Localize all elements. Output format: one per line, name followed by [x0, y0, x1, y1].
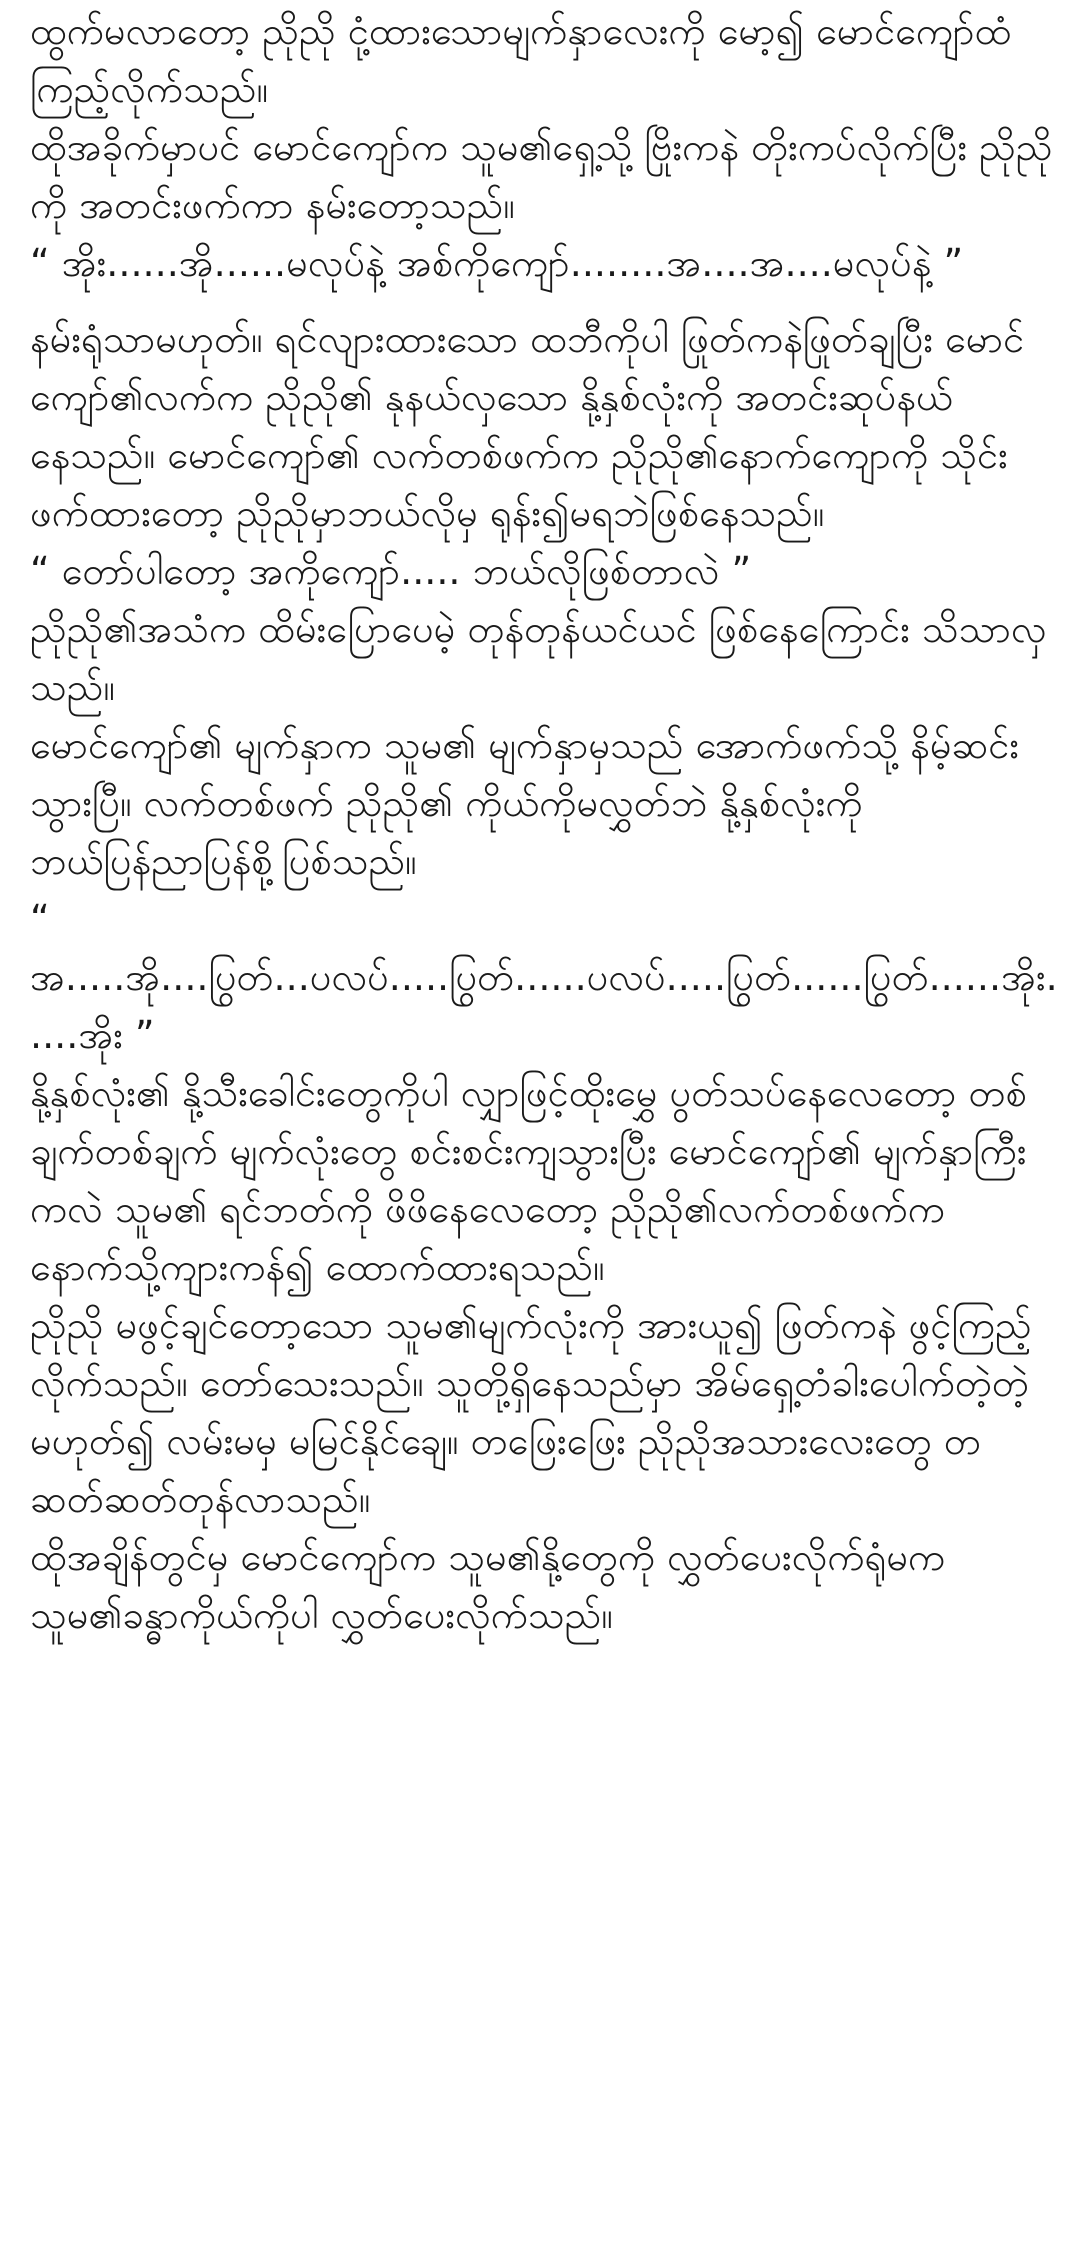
story-paragraph-11: ထိုအချိန်တွင်မှ မောင်ကျော်က သူမ၏နို့တွေကို လွှတ်ပေးလိုက်ရုံမက သူမ၏ခန္ဓာကိုယ်ကိုပါ လွှတ်ပေးလိုက်သည်။ [30, 1535, 946, 1637]
story-paragraph-4: နမ်းရုံသာမဟုတ်။ ရင်လျားထားသော ထဘီကိုပါ ဖြုတ်ကနဲဖြုတ်ချပြီး မောင်ကျော်၏လက်က ညိုညို၏ နုနယ်လှသော နို့နှစ်လုံးကို အတင်းဆုပ်နယ်နေသည်။ မောင်ကျော်၏ လက်တစ်ဖက်က ညိုညို၏နောက်ကျောကို သိုင်းဖက်ထားတော့ ညိုညိုမှာဘယ်လိုမှ ရုန်း၍မရဘဲဖြစ်နေသည်။ [30, 317, 1025, 535]
story-paragraph-7: မောင်ကျော်၏ မျက်နှာက သူမ၏ မျက်နှာမှသည် အောက်ဖက်သို့ နိမ့်ဆင်းသွားပြီ။ လက်တစ်ဖက် ညိုညို၏ ကိုယ်ကိုမလွှတ်ဘဲ နို့နှစ်လုံးကို ဘယ်ပြန်ညာပြန်စို့ပြစ်သည်။ [30, 723, 1020, 883]
story-paragraph-3: “ အိုး......အို......မလုပ်နဲ့ အစ်ကိုကျော်........အ....အ....မလုပ်နဲ့ ” [30, 241, 964, 285]
story-paragraph-5: “ တော်ပါတော့ အကိုကျော်..... ဘယ်လိုဖြစ်တာလဲ ” [30, 549, 752, 593]
story-paragraph-2: ထိုအခိုက်မှာပင် မောင်ကျော်က သူမ၏ရှေ့သို့ ဗြိုးကနဲ တိုးကပ်လိုက်ပြီး ညိုညိုကို အတင်းဖက်ကာ နမ်းတော့သည်။ [30, 125, 1053, 227]
story-paragraph-6: ညိုညို၏အသံက ထိမ်းပြောပေမဲ့ တုန်တုန်ယင်ယင် ဖြစ်နေကြောင်း သိသာလှသည်။ [30, 607, 1047, 709]
story-paragraph-9: နို့နှစ်လုံး၏ နို့သီးခေါင်းတွေကိုပါ လျှာဖြင့်ထိုးမွှေ ပွတ်သပ်နေလေတော့ တစ်ချက်တစ်ချက် မျက်လုံးတွေ စင်းစင်းကျသွားပြီး မောင်ကျော်၏ မျက်နှာကြီးကလဲ သူမ၏ ရင်ဘတ်ကို ဖိဖိနေလေတော့ ညိုညို၏လက်တစ်ဖက်က နောက်သို့ကျားကန်၍ ထောက်ထားရသည်။ [30, 1071, 1027, 1289]
story-paragraph-8: “ အ.....အို....ပြွတ်...ပလပ်.....ပြွတ်......ပလပ်.....ပြွတ်......ပြွတ်......အိုး.....အိုး ” [30, 897, 1058, 1057]
story-text [30, 0, 1058, 1644]
story-paragraph-10: ညိုညို မဖွင့်ချင်တော့သော သူမ၏မျက်လုံးကို အားယူ၍ ဖြတ်ကနဲ ဖွင့်ကြည့်လိုက်သည်။ တော်သေးသည်။ သူတို့ရှိနေသည်မှာ အိမ်ရှေ့တံခါးပေါက်တဲ့တဲ့မဟုတ်၍ လမ်းမမှ မမြင်နိုင်ချေ။ တဖြေးဖြေး ညိုညိုအသားလေးတွေ တဆတ်ဆတ်တုန်လာသည်။ [30, 1303, 1032, 1521]
story-paragraph-1: ထွက်မလာတော့ ညိုညို ငုံ့ထားသောမျက်နှာလေးကို မော့၍ မောင်ကျော်ထံ ကြည့်လိုက်သည်။ [30, 9, 1012, 111]
